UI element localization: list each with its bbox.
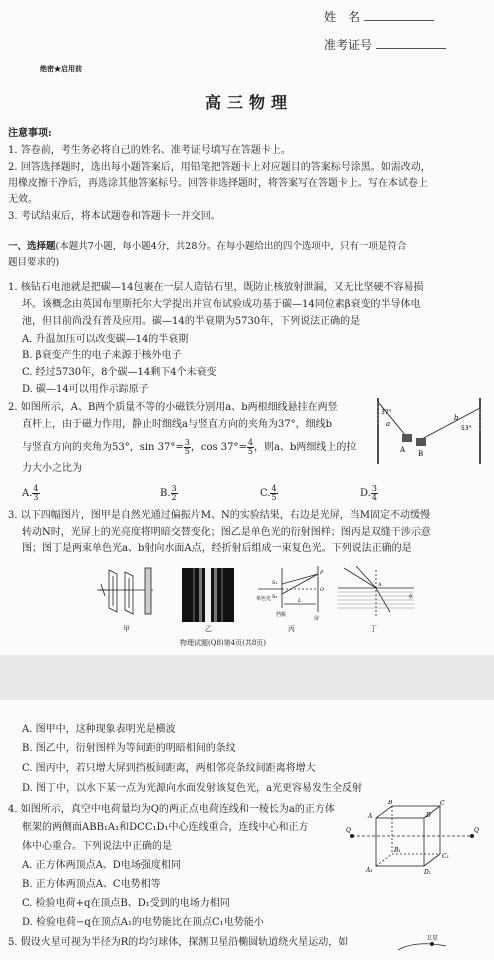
q1-stem: 1. 核钻石电池就是把碳—14包裹在一层人造钻石里，既防止核放射泄漏，又无比坚硬不容易损: [8, 282, 424, 293]
q2-stem-part: ，则a、b两细线上的拉: [254, 442, 357, 453]
diffraction-figure: [182, 568, 234, 622]
svg-text:O: O: [320, 587, 325, 593]
svg-text:A: A: [378, 582, 382, 588]
svg-text:Q: Q: [346, 827, 351, 834]
q1-option-b: B. β衰变产生的电子来源于核外电子: [22, 350, 182, 361]
magnet-a: [402, 434, 412, 442]
note-line: 2. 回答选择题时，选出每小题答案后，用铅笔把答题卡上对应题目的答案标号涂黑。如需改动，: [8, 162, 431, 173]
note-line: 无效。: [8, 194, 38, 205]
page-title: 高三物理: [205, 93, 294, 112]
q2-option-b: B. $\frac{3}{2}$: [160, 484, 177, 502]
q4-option-b: B. 正方体两顶点A、C电势相等: [22, 879, 161, 890]
notes-heading: 注意事项:: [8, 128, 52, 139]
svg-text:单色光: 单色光: [256, 596, 272, 602]
q4-option-d: D. 检验电荷−q在顶点A₁的电势能比在顶点C₁电势能小: [22, 917, 264, 928]
q4-option-c: C. 检验电荷+q在顶点B、D₁受到的电场力相同: [22, 898, 230, 909]
note-line: 1. 答卷前，考生务必将自己的姓名、准考证号填写在答题卡上。: [8, 145, 291, 156]
satellite-figure: [396, 932, 456, 954]
q1-option-d: D. 碳—14可以用作示踪原子: [22, 384, 149, 395]
svg-text:53°: 53°: [461, 425, 472, 432]
q2-stem-math: [22, 438, 356, 458]
q3-option-d: D. 图丁中，以水下某一点为光源向水面发射该复色光，a光更容易发生全反射: [22, 783, 362, 794]
name-blank[interactable]: [364, 10, 434, 21]
q5-stem: 5. 假设火星可视为半径为R的均匀球体，探测卫星沿椭圆轨道绕火星运动，如: [8, 937, 349, 948]
q3-stem: 转动N时，光屏上的光亮度将明暗交替变化；图乙是单色光的衍射图样；图丙是双缝干涉示意: [22, 527, 431, 538]
q3-option-b: B. 图乙中，衍射图样为等间距的明暗相间的条纹: [22, 743, 236, 754]
refraction-figure: [334, 566, 420, 622]
q3-stem: 图；图丁是两束单色光a、b射向水面A点，经折射后组成一束复色光。下列说法正确的是: [22, 543, 412, 554]
q4-stem: 4. 如图所示，真空中电荷量均为Q的两正点电荷连线和一棱长为a的正方体: [8, 804, 335, 815]
svg-text:水: 水: [408, 594, 414, 600]
sin-fraction: $\frac{3}{5}$: [184, 438, 190, 456]
svg-text:A₁: A₁: [366, 867, 373, 874]
figure-caption-yi: 乙: [205, 625, 212, 633]
section-heading: [8, 240, 406, 254]
note-line: 3. 考试结束后，将本试题卷和答题卡一并交回。: [8, 211, 221, 222]
figure-caption-bing: 丙: [288, 625, 295, 633]
q2-magnet-figure: [358, 396, 490, 466]
q1-stem: 池，但目前尚没有普及应用。碳—14的半衰期为5730年，下列说法正确的是: [22, 316, 361, 327]
q4-stem: 框架的两侧面ABB₁A₁和DCC₁D₁中心连线重合，连线中心和正方: [22, 822, 309, 833]
svg-text:Q: Q: [474, 827, 479, 834]
section-heading-rest: (本题共7小题，每小题4分，共28分。在每小题给出的四个选项中，只有一项是符合: [55, 241, 407, 252]
figure-caption-jia: 甲: [123, 625, 130, 633]
q3-option-a: A. 图甲中，这种现象表明光是横波: [22, 724, 176, 735]
q1-option-a: A. 升温加压可以改变碳—14的半衰期: [22, 334, 189, 345]
double-slit-figure: [256, 564, 332, 622]
svg-text:B: B: [388, 800, 393, 806]
q2-stem-part: 与竖直方向的夹角为53°，sin 37°=: [22, 442, 184, 453]
svg-text:C: C: [440, 800, 445, 807]
q2-stem: 2. 如图所示，A、B两个质量不等的小磁铁分别用a、b两根细线悬挂在两竖: [8, 402, 338, 413]
thread-a: [378, 402, 406, 436]
svg-text:A: A: [368, 813, 373, 820]
q3-option-c: C. 图丙中，若只增大屏到挡板间距离，两相邻亮条纹间距离将增大: [22, 763, 316, 774]
q2-option-a: A. $\frac{4}{3}$: [22, 484, 39, 502]
page-gap: [0, 655, 494, 700]
exam-no-field: [324, 38, 446, 52]
svg-text:挡板: 挡板: [276, 612, 287, 618]
polarizer-figure: [95, 562, 157, 620]
section-heading-bold: 一、选择题: [8, 241, 56, 252]
cos-fraction: $\frac{4}{5}$: [247, 438, 254, 456]
q2-stem: 力大小之比为: [22, 463, 82, 474]
cube-figure: [344, 800, 490, 876]
q2-option-d: D. $\frac{3}{4}$: [360, 484, 377, 502]
svg-text:B: B: [418, 450, 424, 458]
svg-text:屏: 屏: [314, 616, 320, 622]
svg-text:卫星: 卫星: [426, 935, 439, 942]
magnet-b: [416, 438, 426, 446]
page-footer: 物理试题(Q8)第4页(共8页): [180, 639, 267, 647]
name-label: 姓 名: [324, 10, 361, 24]
svg-text:S₁: S₁: [272, 580, 278, 586]
q2-stem-part: ，cos 37°=: [190, 442, 247, 453]
secret-label: 绝密★启用前: [40, 64, 82, 73]
svg-text:a: a: [386, 420, 391, 428]
q3-stem: 3. 以下四幅图片，图甲是自然光通过偏振片M、N的实验结果，右边是光屏，当M固定不动缓慢: [8, 510, 430, 521]
q2-option-c: C. $\frac{4}{5}$: [260, 484, 277, 502]
svg-text:A: A: [400, 446, 406, 454]
q4-option-a: A. 正方体两顶点A、D电场强度相同: [22, 860, 181, 871]
svg-text:37°: 37°: [381, 409, 392, 416]
svg-text:S₂: S₂: [272, 594, 278, 600]
thread-b: [420, 408, 480, 440]
note-line: 用橡皮擦干净后，再选涂其他答案标号。回答非选择题时，将答案写在答题卡上。写在本试卷上: [8, 178, 428, 189]
svg-text:P: P: [320, 570, 324, 576]
svg-text:B₁: B₁: [394, 847, 401, 854]
svg-text:L: L: [298, 598, 302, 604]
exam-no-label: 准考证号: [324, 38, 373, 52]
exam-no-blank[interactable]: [376, 38, 446, 49]
q2-stem: 直杆上，由于磁力作用，静止时细线a与竖直方向的夹角为37°，细线b: [22, 419, 333, 430]
svg-text:D₁: D₁: [424, 869, 432, 876]
figure-caption-ding: 丁: [370, 625, 377, 633]
q1-option-c: C. 经过5730年，8个碳—14剩下4个未衰变: [22, 367, 217, 378]
q4-stem: 体中心重合。下列说法中正确的是: [22, 841, 172, 852]
q1-stem: 坏。该概念由英国布里斯托尔大学提出并宣布试验成功基于碳—14同位素β衰变的半导体电: [22, 299, 421, 310]
svg-text:C₁: C₁: [442, 853, 449, 860]
section-heading-cont: 题目要求的): [8, 257, 60, 268]
svg-text:b: b: [454, 414, 459, 422]
svg-text:D: D: [426, 812, 431, 819]
name-field: [324, 10, 434, 24]
